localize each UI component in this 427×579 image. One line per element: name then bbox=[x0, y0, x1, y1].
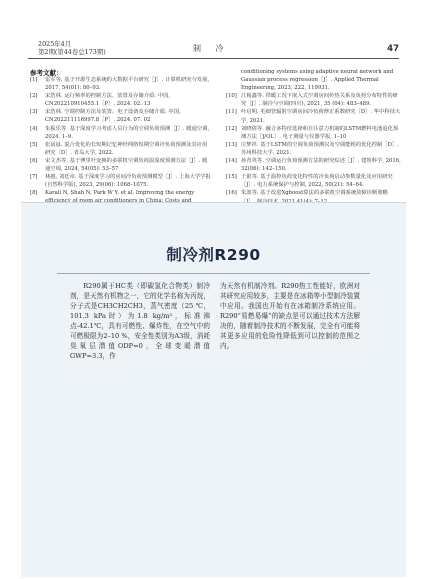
sidebar-box bbox=[21, 202, 406, 577]
references-heading: 参考文献： bbox=[30, 69, 63, 77]
reference-text: 宋浩林. 运行频率的控制方法、装置及存储介质: 中国, CN202210910455.1［P］. 2024. 02. 13 bbox=[45, 93, 171, 108]
references-right-column bbox=[226, 68, 402, 206]
reference-item bbox=[226, 173, 402, 189]
reference-text: 刘晓倩等. 融合多特征选择和自注意力机制的LSTM燃料电池退化预测方法［J/OL］. 电子测量与仪器学报, 1–10 bbox=[241, 125, 399, 140]
reference-item bbox=[226, 157, 402, 173]
journal-name: 制 冷 bbox=[193, 44, 230, 53]
reference-number: [1] bbox=[30, 77, 38, 83]
reference-number: [2] bbox=[30, 93, 38, 100]
reference-number: [15] bbox=[226, 174, 237, 181]
reference-item bbox=[30, 92, 212, 108]
reference-text: Karali N, Shah N, Park W Y, et al. Improving the energy bbox=[45, 190, 195, 197]
page-header bbox=[0, 0, 427, 58]
reference-item bbox=[226, 125, 402, 141]
reference-continuation: conditioning systems using adaptive neural network and Gaussian process regression［J］. Applied Thermal Engineering, 2023, 222, 119931. bbox=[241, 69, 394, 92]
reference-text: 张晨晨. 混合优化的长短期记忆神经网络短期空调冷负荷预测及其应用研究［D］. 青岛大学, 2022. bbox=[45, 141, 208, 156]
reference-item bbox=[30, 157, 212, 173]
reference-item bbox=[30, 76, 212, 92]
reference-number: [16] bbox=[226, 190, 237, 197]
reference-item bbox=[30, 141, 212, 157]
header-rule bbox=[28, 58, 399, 59]
reference-text: 雷军等. 基于开源生态系统的大数据平台研究［J］. 计算机研究与发展, 2017, 54(01): 80–93. bbox=[45, 77, 210, 92]
reference-text: 宋文杰等. 基于傅里叶变换的多联机空调负荷温湿度预测方法［J］. 暖通空调, 2024, 54(05): 53–57 bbox=[45, 157, 208, 173]
reference-text: 王银等. 基于温控负荷变化特性的冷负荷启动参数量化及应用研究［J］. 电力系统保护与控制, 2022, 50(21): 54–64. bbox=[241, 174, 393, 189]
reference-number: [6] bbox=[30, 157, 38, 164]
sidebar-right-column bbox=[220, 281, 360, 351]
reference-number: [4] bbox=[30, 125, 38, 132]
reference-text: 宋浩林. 空调控制方法及装置、电子设备及存储介质: 中国, CN202211116997.8［P］. 2024. 07. 02 bbox=[45, 109, 181, 124]
reference-item bbox=[30, 125, 212, 141]
reference-text: 叶启明. 毛细管辐射空调房间冷负荷修正系数研究［D］. 华中科技大学, 2021. bbox=[241, 109, 401, 124]
issue-info bbox=[38, 40, 106, 56]
reference-item bbox=[226, 141, 402, 157]
reference-number: [7] bbox=[30, 174, 38, 181]
sidebar-divider bbox=[57, 273, 370, 274]
issue-date: 2025年4月 bbox=[38, 40, 72, 48]
reference-item bbox=[30, 108, 212, 124]
sidebar-paragraph: 为天然有机制冷剂。R290热工性能好，欧洲对其研究应用较多，主要是在冰箱等小型制冷装置中应用。我国也开始有在冰箱制冷系统应用。R290“易燃易爆”的缺点是可以通过技术方法解决的，随着制冷技术的不断发展，完全有可能将其更多应用的危险性降低到可以控制的范围之内。 bbox=[220, 282, 360, 350]
reference-text: 江箱鑫等. 供暖工况下嵌入式空调房间传热关系及负荷分布特性的研究［J］. 制冷与空调(四川), 2021, 35 (04): 483–489. bbox=[241, 93, 398, 108]
reference-number: [12] bbox=[226, 125, 237, 132]
reference-text: 孙青英等. 空调运行负荷预测方法的研究综述［J］. 建筑科学, 2016, 32(06): 142–150. bbox=[241, 158, 401, 173]
reference-text: 朱波等. 基于改进Xgboost算法的多联机空调系统故障诊断策略 bbox=[241, 190, 388, 197]
sidebar-left-column bbox=[70, 281, 210, 361]
reference-number: [5] bbox=[30, 141, 38, 148]
reference-item bbox=[226, 108, 402, 124]
reference-text: 朱振乐等. 基于深度学习考虑人员行为的空调负荷预测［J］. 暖通空调, 2024, 1–9. bbox=[45, 125, 210, 140]
reference-number: [13] bbox=[226, 141, 237, 148]
reference-number: [3] bbox=[30, 109, 38, 116]
reference-number: [14] bbox=[226, 158, 237, 165]
page-number: 47 bbox=[387, 44, 399, 54]
issue-number: 第2期(第44卷总173期) bbox=[38, 48, 106, 56]
reference-text: 庄梦祥. 基于LSTM的空调负荷预测以及空调能耗的优化控制［D］. 苏州科技大学, 2021. bbox=[241, 141, 399, 156]
reference-number: [10] bbox=[226, 93, 237, 100]
reference-item bbox=[30, 173, 212, 189]
reference-item bbox=[226, 92, 402, 108]
reference-number: [11] bbox=[226, 109, 237, 116]
reference-text: 林越, 刘廷章. 基于深度学习的房间冷负荷预测模型［J］. 上海大学学报(自然科学版), 2023, 29(06): 1068–1075. bbox=[45, 174, 211, 189]
sidebar-title: 制冷剂R290 bbox=[166, 246, 261, 264]
reference-number: [8] bbox=[30, 190, 38, 197]
sidebar-paragraph: R290属于HC类（即碳氢化合物类）制冷剂，是天然有机物之一，它的化学名称为丙烷，分子式是CH3CH2CH3，蒸气密度（25 ℃，101.3 kPa时）为1.8 kg/m³，标准沸点-42.1℃，具有可燃性、爆炸性，在空气中的可燃极限为2–10 %，安全性类别为A3级，消耗臭氧层潜值ODP=0，全球变暖潜值GWP=3.3，作 bbox=[70, 282, 210, 360]
